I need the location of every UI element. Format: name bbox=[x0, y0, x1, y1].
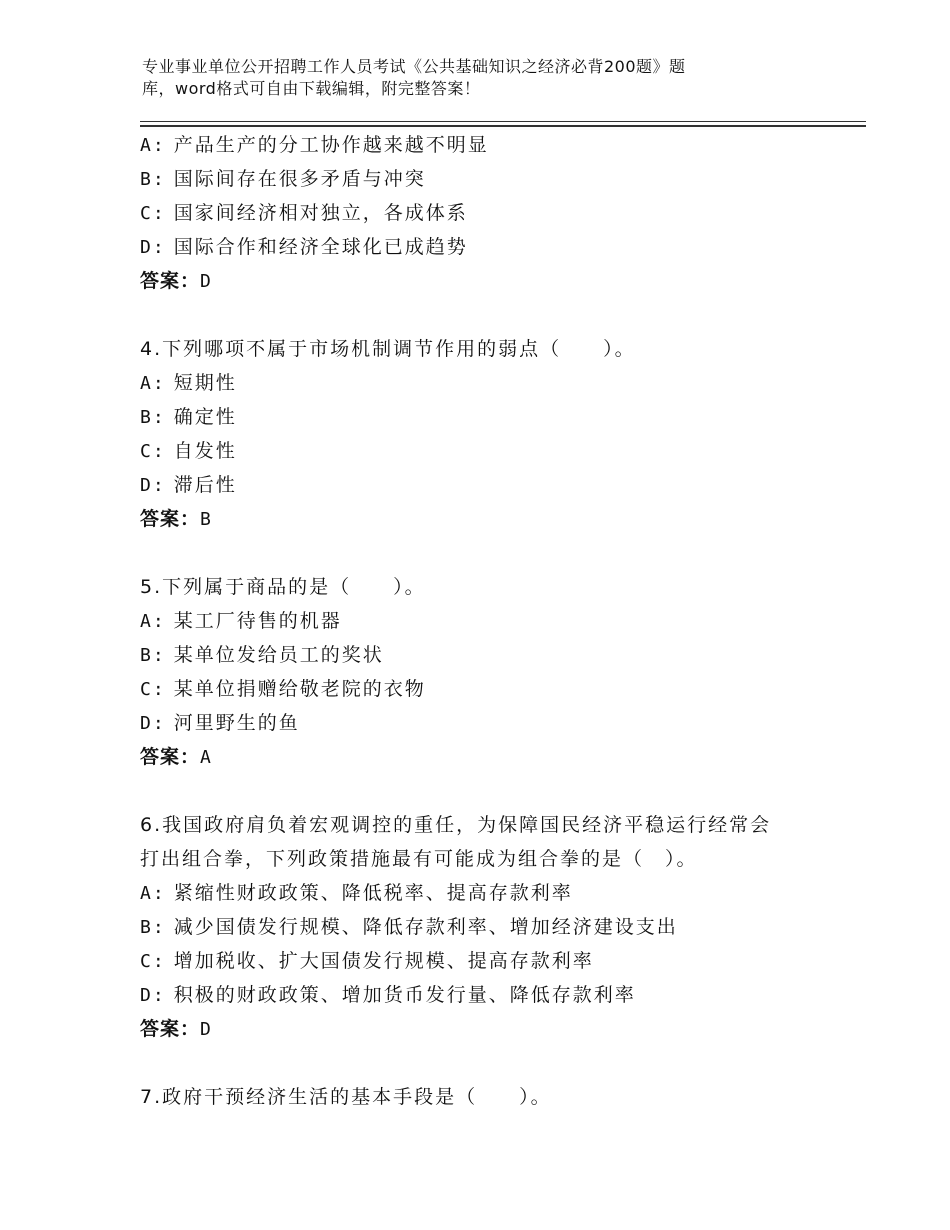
option-a: A: 紧缩性财政政策、降低税率、提高存款利率 bbox=[140, 882, 573, 904]
answer: 答案：A bbox=[140, 746, 212, 768]
document-body bbox=[140, 128, 840, 1114]
option-c: C: 增加税收、扩大国债发行规模、提高存款利率 bbox=[140, 950, 594, 972]
option-b: B: 某单位发给员工的奖状 bbox=[140, 644, 384, 666]
question-5 bbox=[140, 570, 840, 774]
option-c: C: 国家间经济相对独立，各成体系 bbox=[140, 202, 468, 224]
header-divider-thick bbox=[140, 125, 866, 127]
option-a: A: 某工厂待售的机器 bbox=[140, 610, 342, 632]
option-b: B: 减少国债发行规模、降低存款利率、增加经济建设支出 bbox=[140, 916, 678, 938]
question-text-line-2: 打出组合拳，下列政策措施最有可能成为组合拳的是（ ）。 bbox=[140, 848, 698, 870]
question-text: 7.政府干预经济生活的基本手段是（ ）。 bbox=[140, 1086, 552, 1108]
option-d: D: 积极的财政政策、增加货币发行量、降低存款利率 bbox=[140, 984, 636, 1006]
answer: 答案：B bbox=[140, 508, 212, 530]
question-6 bbox=[140, 808, 840, 1046]
option-c: C: 自发性 bbox=[140, 440, 237, 462]
question-text: 4.下列哪项不属于市场机制调节作用的弱点（ ）。 bbox=[140, 338, 636, 360]
question-7 bbox=[140, 1080, 840, 1114]
option-d: D: 河里野生的鱼 bbox=[140, 712, 300, 734]
header-line-2: 库，word格式可自由下载编辑，附完整答案！ bbox=[142, 79, 481, 98]
header-line-1: 专业事业单位公开招聘工作人员考试《公共基础知识之经济必背200题》题 bbox=[142, 57, 686, 76]
question-text-line-1: 6.我国政府肩负着宏观调控的重任，为保障国民经济平稳运行经常会 bbox=[140, 814, 772, 836]
page-header bbox=[142, 56, 782, 100]
option-b: B: 确定性 bbox=[140, 406, 237, 428]
question-text: 5.下列属于商品的是（ ）。 bbox=[140, 576, 426, 598]
option-a: A: 产品生产的分工协作越来越不明显 bbox=[140, 134, 489, 156]
header-divider-thin bbox=[140, 121, 866, 122]
option-b: B: 国际间存在很多矛盾与冲突 bbox=[140, 168, 426, 190]
option-d: D: 国际合作和经济全球化已成趋势 bbox=[140, 236, 468, 258]
option-d: D: 滞后性 bbox=[140, 474, 237, 496]
answer: 答案：D bbox=[140, 1018, 212, 1040]
question-4 bbox=[140, 332, 840, 536]
question-3 bbox=[140, 128, 840, 298]
option-a: A: 短期性 bbox=[140, 372, 237, 394]
answer: 答案：D bbox=[140, 270, 212, 292]
option-c: C: 某单位捐赠给敬老院的衣物 bbox=[140, 678, 426, 700]
